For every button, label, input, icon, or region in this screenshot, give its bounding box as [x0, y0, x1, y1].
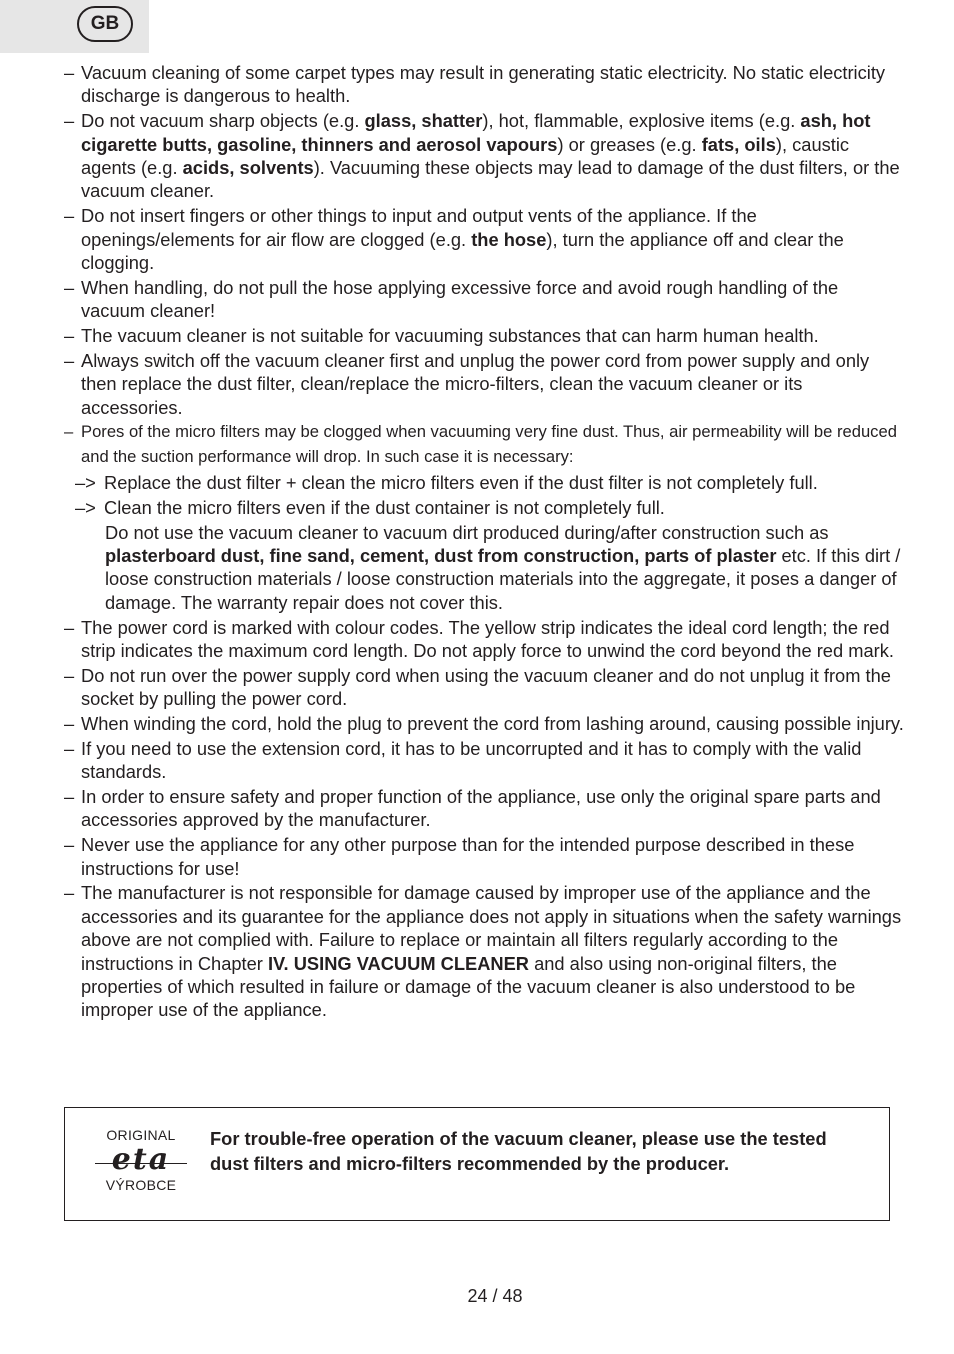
text-run: ). Vacuuming these objects may lead to damage of the dust filters, or the vacuum cleaner. [81, 157, 900, 202]
list-item [64, 349, 906, 419]
text-run: Do not run over the power supply cord when using the vacuum cleaner and do not unplug it from the socket by pulling the power cord. [81, 664, 891, 710]
text-run: Clean the micro filters even if the dust container is not completely full. [104, 496, 665, 518]
logo-top-text: ORIGINAL [106, 1127, 176, 1143]
text-run: Never use the appliance for any other purpose than for the intended purpose described in these instructions for use! [81, 834, 855, 879]
instructions-list [64, 61, 906, 1023]
list-item [64, 420, 906, 469]
list-item [64, 785, 906, 832]
bold-text: acids, solvents [182, 157, 314, 179]
text-run: ), hot, flammable, explosive items (e.g. [482, 110, 801, 132]
language-badge: GB [77, 6, 133, 42]
paragraph [64, 521, 906, 615]
notice-box [64, 1107, 890, 1221]
text-run: If you need to use the extension cord, it has to be uncorrupted and it has to comply with the valid standards. [81, 737, 862, 783]
text-run: Do not use the vacuum cleaner to vacuum dirt produced during/after construction such as [105, 521, 829, 543]
list-item [64, 833, 906, 880]
list-item [64, 109, 906, 203]
text-run: When handling, do not pull the hose applying excessive force and avoid rough handling of the vacuum cleaner! [81, 276, 839, 322]
logo-mark: eta [91, 1144, 191, 1176]
text-run: Pores of the micro filters may be clogged when vacuuming very fine dust. Thus, air permeability will be reduced and the suction performance will drop. In such case it is necessary: [81, 422, 897, 467]
arrow-item [64, 471, 906, 494]
text-run: ) or greases (e.g. [557, 133, 702, 155]
text-run: Replace the dust filter + clean the micro filters even if the dust filter is not completely full. [104, 472, 818, 494]
text-run: Do not vacuum sharp objects (e.g. [81, 110, 365, 132]
text-run: Vacuum cleaning of some carpet types may result in generating static electricity. No static electricity discharge is dangerous to health. [81, 62, 886, 107]
list-item [64, 712, 906, 735]
bold-text: glass, shatter [364, 110, 483, 132]
language-tab [0, 0, 149, 53]
list-item [64, 737, 906, 784]
list-item [64, 324, 906, 347]
text-run: The manufacturer is not responsible for damage caused by improper use of the appliance and the accessories and its guarantee for the appliance does not apply in situations when the safety warnings above are not complied with. Failure to replace or maintain all filters regularly according to the instructions in Chapter [81, 882, 902, 974]
bold-text: the hose [471, 228, 547, 250]
list-item [64, 61, 906, 108]
page-number: 24 / 48 [467, 1286, 523, 1306]
text-run: In order to ensure safety and proper function of the appliance, use only the original spare parts and accessories approved by the manufacturer. [81, 786, 881, 831]
list-item [64, 276, 906, 323]
eta-original-logo [91, 1126, 191, 1194]
text-run: ), caustic agents (e.g. [81, 133, 850, 179]
arrow-mark: –> [75, 472, 96, 494]
bold-text: plasterboard dust, fine sand, cement, dust from construction, parts of plaster [105, 545, 777, 567]
list-item [64, 204, 906, 274]
list-item [64, 881, 906, 1021]
arrow-item [64, 496, 906, 519]
text-run: When winding the cord, hold the plug to prevent the cord from lashing around, causing possible injury. [81, 713, 904, 735]
text-run: ), turn the appliance off and clear the clogging. [81, 228, 844, 274]
bold-text: IV. USING VACUUM CLEANER [267, 952, 530, 974]
text-run: and also using non-original filters, the properties of which resulted in failure or damage of the vacuum cleaner is also understood to be improper use of the appliance. [81, 952, 856, 1021]
text-run: The power cord is marked with colour codes. The yellow strip indicates the ideal cord length; the red strip indicates the maximum cord length. Do not apply force to unwind the cord beyond the red mark. [81, 616, 894, 662]
bold-text: ash, hot cigarette butts, gasoline, thinners and aerosol vapours [81, 110, 871, 155]
text-run: Always switch off the vacuum cleaner first and unplug the power cord from power supply and only then replace the dust filter, clean/replace the micro-filters, clean the vacuum cleaner or its accessories. [81, 349, 870, 418]
text-run: The vacuum cleaner is not suitable for vacuuming substances that can harm human health. [81, 325, 819, 347]
list-item [64, 616, 906, 663]
logo-bottom-text: VÝROBCE [105, 1177, 177, 1193]
text-run: Do not insert fingers or other things to input and output vents of the appliance. If the openings/elements for air flow are clogged (e.g. [81, 205, 757, 250]
bold-text: fats, oils [701, 133, 776, 155]
notice-text: For trouble-free operation of the vacuum cleaner, please use the tested dust filters and micro-filters recommended by the producer. [210, 1128, 827, 1174]
arrow-mark: –> [75, 496, 96, 518]
list-item [64, 664, 906, 711]
text-run: etc. If this dirt / loose construction materials / loose construction materials into the aggregate, it poses a danger of damage. The warranty repair does not cover this. [105, 545, 901, 613]
